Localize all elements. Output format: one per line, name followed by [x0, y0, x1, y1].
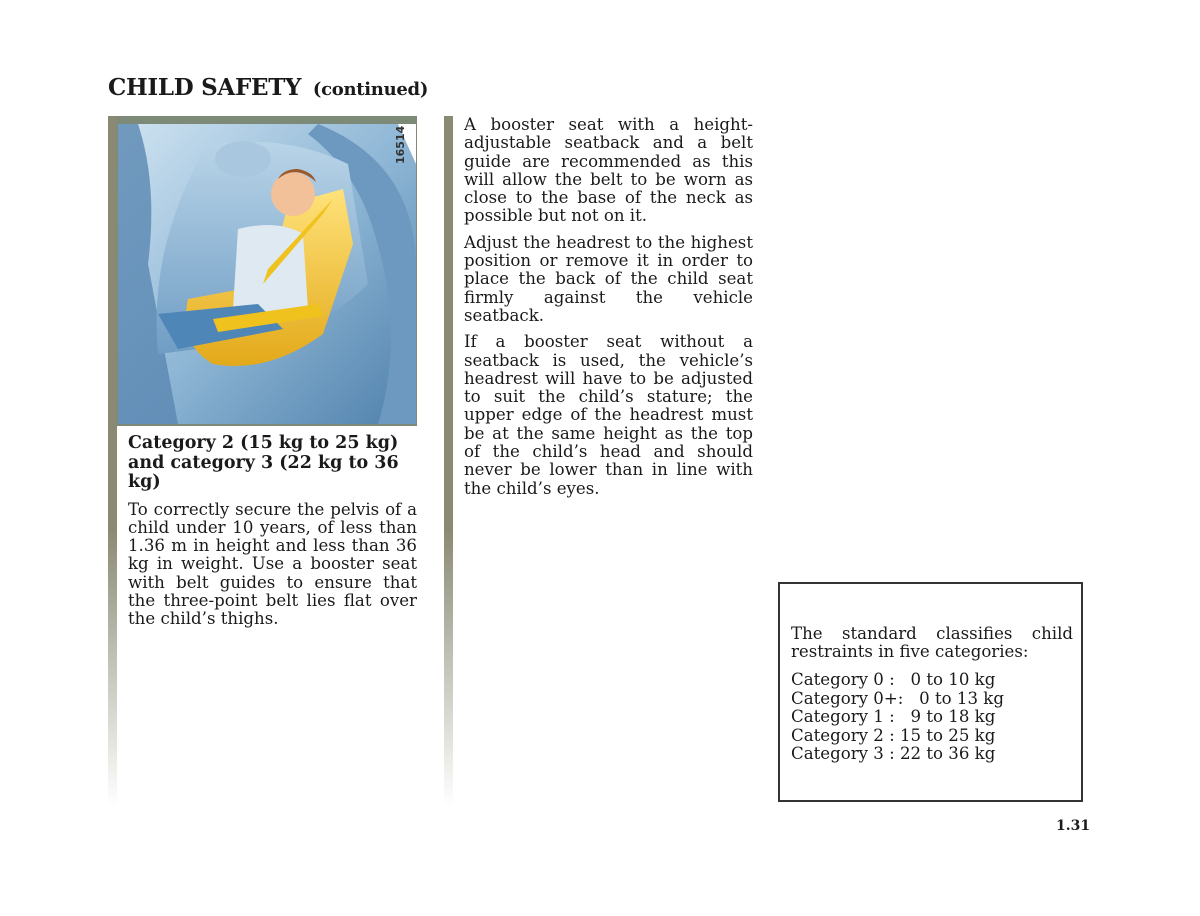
title-main: CHILD SAFETY — [108, 74, 302, 101]
paragraph-headrest: Adjust the headrest to the highest position or remove it in order to place the back of the child seat firmly against the vehicle seatback. — [464, 232, 753, 325]
child-head — [271, 172, 315, 216]
left-column-rule — [108, 116, 117, 806]
categories-infobox — [778, 582, 1083, 802]
category-heading: Category 2 (15 kg to 25 kg) and category 3 (22 kg to 36 kg) — [128, 433, 399, 492]
category-item: Category 0 : 0 to 10 kg — [791, 670, 996, 689]
category-item: Category 1 : 9 to 18 kg — [791, 707, 996, 726]
middle-column-rule — [444, 116, 453, 806]
paragraph-no-seatback: If a booster seat without a seatback is used, the vehicle’s headrest will have to be adjusted to suit the child’s stature; the upper edge of the headrest must be at the same height as the top of the child’s head and should never be lower than in line with the child’s eyes. — [464, 332, 753, 498]
left-column — [128, 434, 417, 637]
infobox-intro: The standard classifies child restraints in five categories: — [791, 624, 1073, 662]
category-list — [791, 671, 1004, 764]
left-paragraph: To correctly secure the pelvis of a child under 10 years, of less than 1.36 m in height and less than 36 kg in weight. Use a booster seat with belt guides to ensure that the three-point belt lies flat over the child’s thighs. — [128, 499, 417, 629]
paragraph-booster-seat: A booster seat with a height-adjustable seatback and a belt guide are recommended as this will allow the belt to be worn as close to the base of the neck as possible but not on it. — [464, 115, 753, 226]
title-continued: (continued) — [312, 79, 429, 100]
page-number: 1.31 — [1056, 818, 1091, 834]
page-title — [108, 74, 428, 101]
headrest — [215, 141, 271, 177]
category-item: Category 0+: 0 to 13 kg — [791, 688, 1004, 708]
category-item: Category 2 : 15 to 25 kg — [791, 725, 996, 745]
middle-column — [464, 116, 753, 506]
illustration-code: 16514 — [394, 125, 407, 164]
illustration-drawing — [118, 124, 416, 424]
child-booster-seat-illustration — [117, 116, 417, 426]
category-item: Category 3 : 22 to 36 kg — [791, 744, 996, 763]
